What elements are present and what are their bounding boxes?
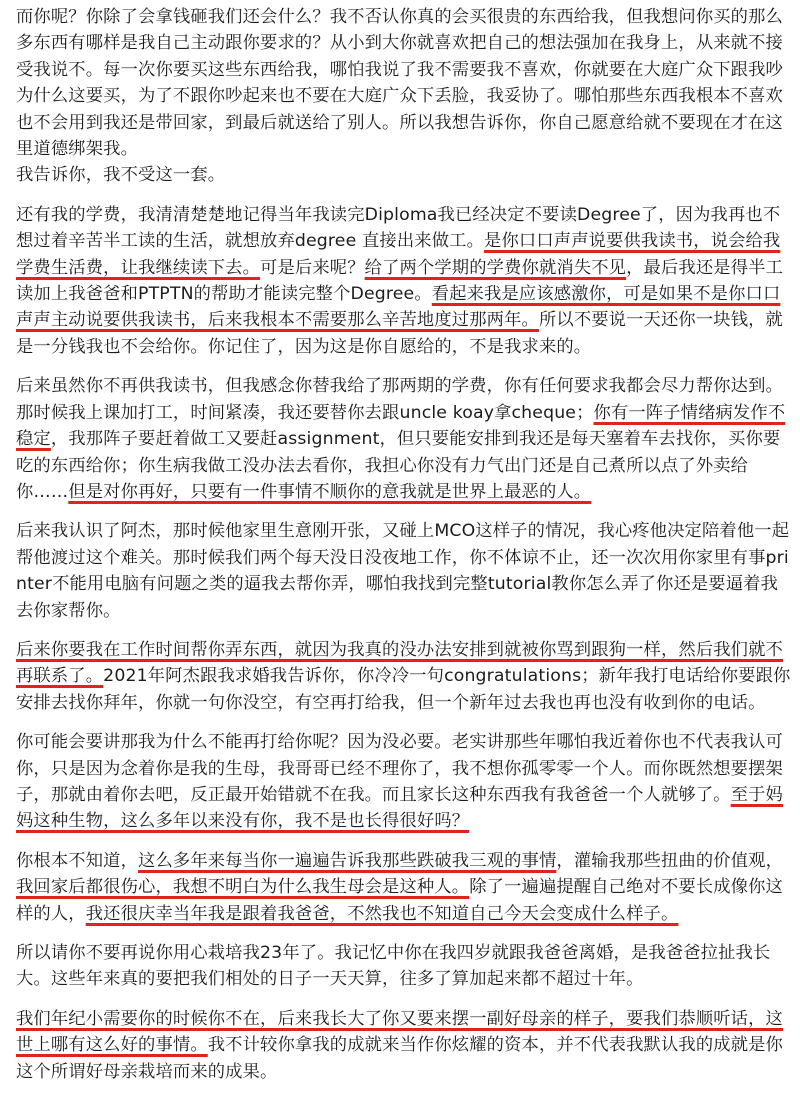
underlined-text: 这么多年来每当你一遍遍告诉我那些跌破我三观的事情 <box>138 850 557 871</box>
underlined-text: 我们年纪小需要你的时候你不在，后来我长大了你又要来摆一副好母亲的样子，要我们恭顺听话，这世上哪有这么好的事情。 <box>16 1008 783 1056</box>
text-segment: 2021年阿杰跟我求婚我告诉你，你冷冷一句congratulations；新年我打电话给你要跟你安排去找你拜年，你就一句你没空，有空再打给我，但一个新年过去我也再也没有收到你的电话。 <box>16 666 791 713</box>
text-segment: 我不计较你拿我的成就来当作你炫耀的资本，并不代表我默认我的成就是你这个所谓好母亲栽培而来的成果。 <box>16 1035 783 1082</box>
underlined-text: 是你口口声声说要供我读书，说会给我学费生活费，让我继续读下去。 <box>16 231 781 278</box>
document-body <box>16 4 791 1098</box>
underlined-text: 我回家后都很伤心，我想不明白为什么我生母会是这种人。 <box>16 877 470 898</box>
text-segment: ，灌输我那些扭曲的价值观， <box>556 850 783 871</box>
paragraph-tuition <box>16 202 791 360</box>
underlined-text: 给了两个学期的学费你就消失不见 <box>364 257 627 278</box>
paragraph-help <box>16 373 791 505</box>
underlined-text: 至于妈妈这种生物，这么多年以来没有你，我不是也长得很好吗？ <box>16 784 783 832</box>
text-segment: 除了一遍遍提醒自己绝对不要长成像你这样的人， <box>16 877 783 924</box>
paragraph-conclusion <box>16 1006 791 1085</box>
text-segment: ，最后我还是得半工读加上我爸爸和PTPTN的帮助才能读完整个Degree。 <box>16 257 784 305</box>
text-segment: ，我那阵子要赶着做工又要赶assignment，但只要能安排到我还是每天塞着车去找你，买你要吃的东西给你；你生病我做工没办法去看你，我担心你没有力气出门还是自己煮所以点了外卖给你…… <box>16 429 781 502</box>
text-segment: 可是后来呢？ <box>260 257 365 278</box>
underlined-text: 我还很庆幸当年我是跟着我爸爸，不然我也不知道自己今天会变成什么样子。 <box>85 903 679 924</box>
paragraph-refusal <box>16 162 791 188</box>
paragraph-values <box>16 848 791 927</box>
underlined-text: 后来你要我在工作时间帮你弄东西，就因为我真的没办法安排到就被你骂到跟狗一样，然后我们就不再联系了。 <box>16 639 783 687</box>
text-segment: 你根本不知道， <box>16 850 139 871</box>
paragraph-gifts <box>16 4 791 162</box>
text-segment: 所以请你不要再说你用心栽培我23年了。我记忆中你在我四岁就跟我爸爸离婚，是我爸爸拉扯我长大。这些年来真的要把我们相处的日子一天天算，往多了算加起来都不超过十年。 <box>16 943 771 990</box>
text-segment: 所以不要说一天还你一块钱，就是一分钱我也不会给你。你记住了，因为这是你自愿给的，不是我求来的。 <box>16 310 783 357</box>
text-segment: 我告诉你，我不受这一套。 <box>16 165 226 186</box>
underlined-text: 你有一阵子情绪病发作不稳定 <box>16 402 786 450</box>
text-segment: 后来虽然你不再供我读书，但我感念你替我给了那两期的学费，你有任何要求我都会尽力帮你达到。那时候我上课加打工，时间紧凑，我还要替你去跟uncle koay拿cheque； <box>16 376 783 423</box>
paragraph-why-not-call <box>16 729 791 835</box>
text-segment: 后来我认识了阿杰，那时候他家里生意刚开张，又碰上MCO这样子的情况，我心疼他决定陪着他一起帮他渡过这个难关。那时候我们两个每天没日没夜地工作，你不体谅不止，还一次次用你家里有事printer不能用电脑有问题之类的逼我去帮你弄，哪怕我找到完整tutorial教你怎么弄了你还是要逼着我去你家帮你。 <box>16 521 790 621</box>
text-segment: 还有我的学费，我清清楚楚地记得当年我读完Diploma我已经决定不要读Degree了，因为我再也不想过着辛苦半工读的生活，就想放弃degree 直接出来做工。 <box>16 204 781 252</box>
underlined-text: 看起来我是应该感激你，可是如果不是你口口声声主动说要供我读书，后来我根本不需要那么辛苦地度过那两年。 <box>16 284 781 331</box>
text-segment: 你可能会要讲那我为什么不能再打给你呢？因为没必要。老实讲那些年哪怕我近着你也不代表我认可你，只是因为念着你是我的生母，我哥哥已经不理你了，我不想你孤零零一个人。而你既然想要摆架子，那就由着你去吧，反正最开始错就不在我。而且家长这种东西我有我爸爸一个人就够了。 <box>16 732 783 805</box>
paragraph-ajie <box>16 518 791 624</box>
text-segment: 而你呢？你除了会拿钱砸我们还会什么？我不否认你真的会买很贵的东西给我，但我想问你买的那么多东西有哪样是我自己主动跟你要求的？从小到大你就喜欢把自己的想法强加在我身上，从来就不接受我说不。每一次你要买这些东西给我，哪怕我说了我不需要我不喜欢，你就要在大庭广众下跟我吵为什么这要买，为了不跟你吵起来也不要在大庭广众下丢脸，我妥协了。哪怕那些东西我根本不喜欢也不会用到我还是带回家，到最后就送给了别人。所以我想告诉你，你自己愿意给就不要现在才在这里道德绑架我。 <box>16 7 783 160</box>
underlined-text: 但是对你再好，只要有一件事情不顺你的意我就是世界上最恶的人。 <box>68 481 592 502</box>
paragraph-contact-lost <box>16 637 791 716</box>
paragraph-upbringing <box>16 940 791 993</box>
